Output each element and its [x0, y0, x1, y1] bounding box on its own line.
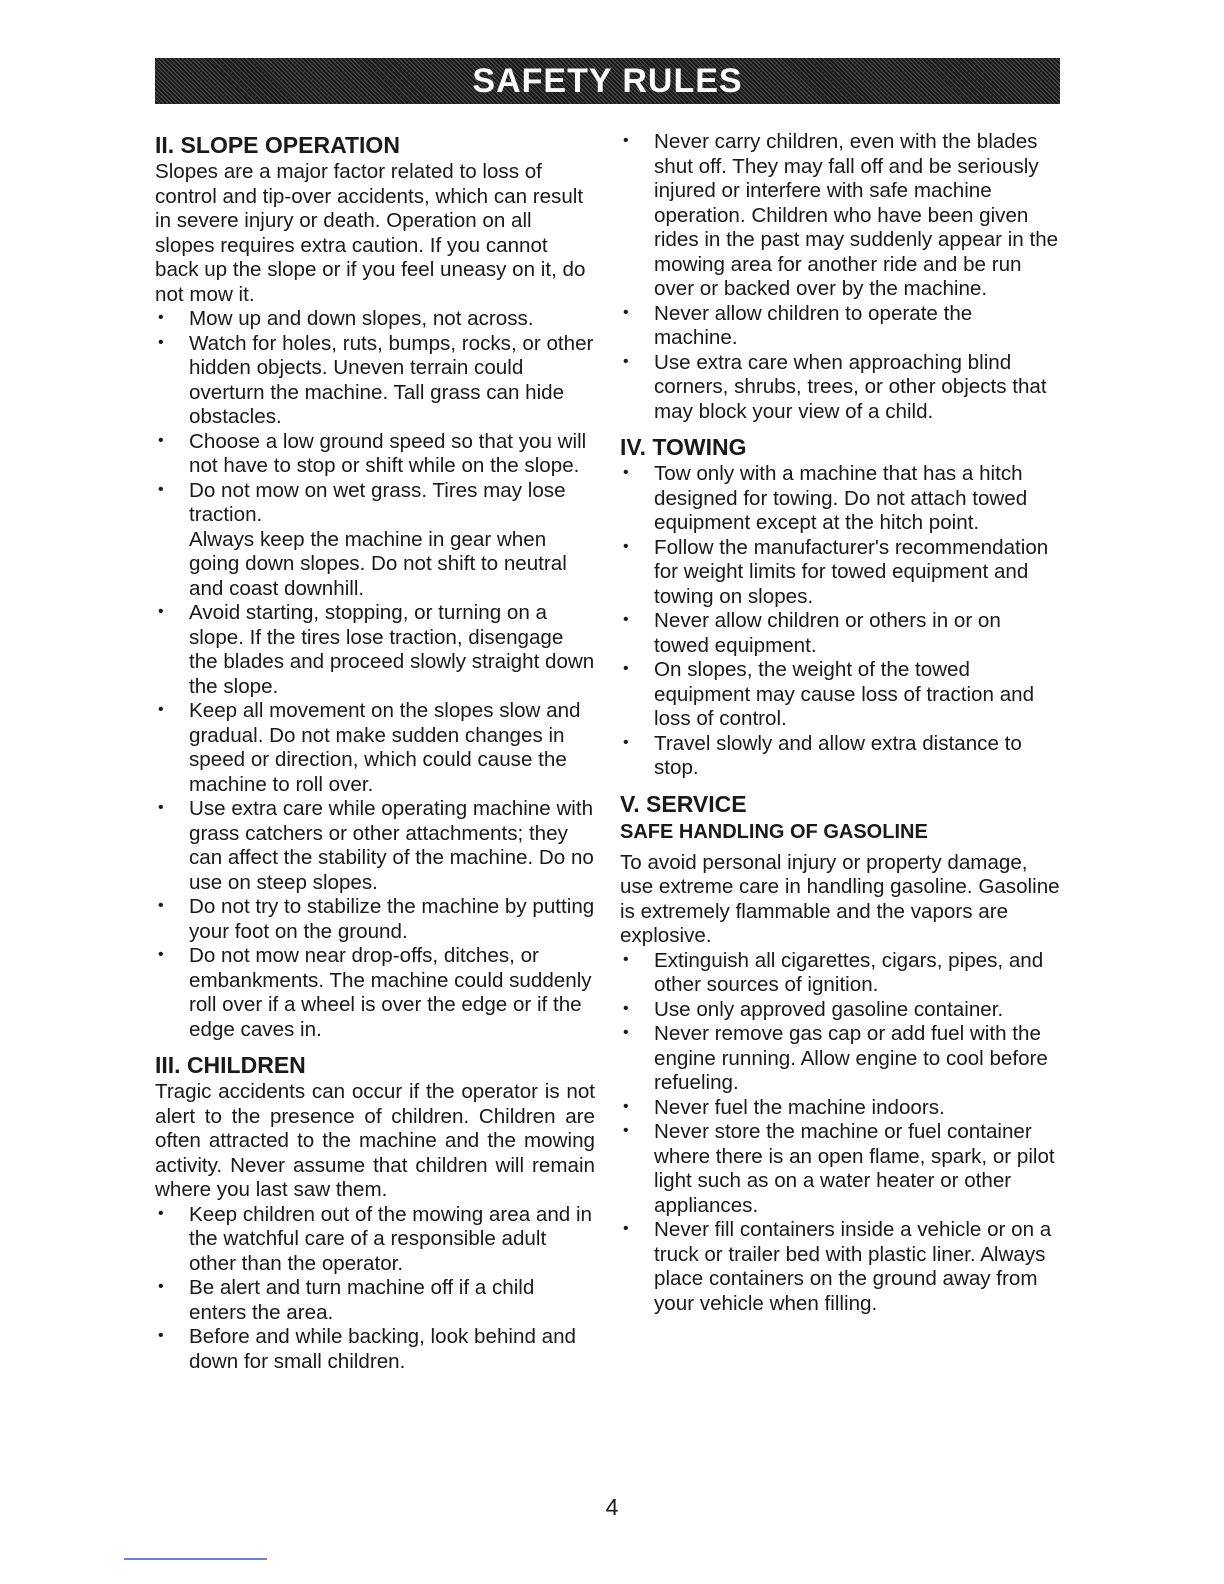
bullet-icon: • — [623, 303, 629, 321]
list-item: • Do not mow on wet grass. Tires may lose traction. — [158, 478, 566, 526]
bullet-icon: • — [623, 132, 629, 149]
bullet-icon: • — [158, 431, 164, 449]
bullet-icon: • — [623, 950, 629, 968]
list-item: • Never remove gas cap or add fuel with the engine running. Allow engine to cool before refueling. — [623, 1022, 1048, 1094]
list-item: • Avoid starting, stopping, or turning on a slope. If the tires lose traction, disengage the blades and proceed slowly straight down the slope. — [158, 601, 595, 698]
list-item: • Extinguish all cigarettes, cigars, pipes, and other sources of ignition. — [623, 948, 1044, 996]
bullet-icon: • — [623, 999, 629, 1017]
list-item: • Never fill containers inside a vehicle or on a truck or trailer bed with plastic liner. Always place containers on the ground away from your vehicle when filling. — [623, 1218, 1052, 1315]
bullet-icon: • — [623, 1024, 629, 1041]
children-intro: Tragic accidents can occur if the operator is not alert to the presence of children. Children are often attracted to the machine and the mowing activity. Never assume that children will remain where you last saw them. — [155, 1080, 595, 1201]
header-banner — [155, 58, 1060, 104]
bullet-icon: • — [158, 333, 164, 351]
service-intro: To avoid personal injury or property damage, use extreme care in handling gasoline. Gasoline is extremely flammable and the vapors are explosive. — [620, 850, 1060, 947]
slope-list-continued — [155, 601, 595, 1042]
bullet-icon: • — [623, 464, 629, 481]
bullet-icon: • — [158, 480, 164, 498]
bullet-icon: • — [158, 603, 164, 620]
right-column — [620, 130, 1060, 1316]
list-item: • Mow up and down slopes, not across. — [158, 307, 534, 330]
gasoline-subheading: SAFE HANDLING OF GASOLINE — [620, 820, 928, 843]
list-item: • Never store the machine or fuel container where there is an open flame, spark, or pilot light such as on a water heater or other appliances. — [623, 1120, 1055, 1217]
left-column — [155, 130, 595, 1374]
list-item: • Travel slowly and allow extra distance to stop. — [623, 731, 1022, 779]
list-item: • Never carry children, even with the blades shut off. They may fall off and be seriously injured or interfere with safe machine operation. Children who have been given rides in the past may suddenly appear in the mowing area for another ride and be run over or backed over by the machine. — [623, 130, 1059, 300]
bullet-icon: • — [158, 897, 164, 914]
service-list — [620, 949, 1060, 1317]
bullet-icon: • — [623, 611, 629, 628]
divider — [124, 1558, 267, 1560]
slope-intro: Slopes are a major factor related to loss of control and tip-over accidents, which can result in severe injury or death. Operation on all slopes requires extra caution. If you cannot back up the slope or if you feel uneasy on it, do not mow it. — [155, 160, 586, 306]
list-item: • Be alert and turn machine off if a child enters the area. — [158, 1276, 535, 1324]
list-item: • Never fuel the machine indoors. — [623, 1095, 945, 1119]
list-item: • Never allow children to operate the machine. — [623, 301, 973, 349]
list-item: • Tow only with a machine that has a hitch designed for towing. Do not attach towed equipment except at the hitch point. — [623, 462, 1028, 534]
service-heading: V. SERVICE — [620, 790, 747, 817]
page-title: SAFETY RULES — [472, 62, 743, 100]
bullet-icon: • — [158, 1327, 164, 1344]
list-item: • Watch for holes, ruts, bumps, rocks, or other hidden objects. Uneven terrain could overturn the machine. Tall grass can hide obstacles. — [158, 331, 594, 428]
list-item: • Use only approved gasoline container. — [623, 997, 1004, 1021]
list-item: • Never allow children or others in or on towed equipment. — [623, 609, 1001, 657]
bullet-icon: • — [623, 1220, 629, 1237]
list-item: • On slopes, the weight of the towed equipment may cause loss of traction and loss of control. — [623, 658, 1035, 730]
bullet-icon: • — [158, 799, 164, 816]
children-list — [155, 1203, 595, 1375]
children-heading: III. CHILDREN — [155, 1052, 306, 1078]
bullet-icon: • — [158, 946, 164, 963]
list-item: • Use extra care while operating machine with grass catchers or other attachments; they can affect the stability of the machine. Do no use on steep slopes. — [158, 797, 594, 894]
list-item: • Choose a low ground speed so that you will not have to stop or shift while on the slope. — [158, 429, 587, 477]
list-item: • Keep children out of the mowing area and in the watchful care of a responsible adult other than the operator. — [158, 1202, 592, 1275]
bullet-icon: • — [158, 701, 164, 718]
list-item: • Do not mow near drop-offs, ditches, or embankments. The machine could suddenly roll over if a wheel is over the edge or if the edge caves in. — [158, 944, 592, 1041]
children-list-continued — [620, 130, 1060, 424]
slope-list — [155, 307, 595, 528]
list-item: • Keep all movement on the slopes slow and gradual. Do not make sudden changes in speed or direction, which could cause the machine to roll over. — [158, 699, 581, 796]
list-item: • Do not try to stabilize the machine by putting your foot on the ground. — [158, 895, 595, 943]
bullet-icon: • — [623, 733, 629, 751]
bullet-icon: • — [158, 309, 164, 326]
towing-list — [620, 462, 1060, 781]
list-item: • Follow the manufacturer's recommendation for weight limits for towed equipment and towing on slopes. — [623, 535, 1049, 608]
slope-note: Always keep the machine in gear when going down slopes. Do not shift to neutral and coast downhill. — [189, 527, 567, 600]
slope-heading: II. SLOPE OPERATION — [155, 132, 400, 158]
towing-heading: IV. TOWING — [620, 434, 747, 460]
list-item: • Before and while backing, look behind and down for small children. — [158, 1325, 576, 1373]
bullet-icon: • — [623, 1097, 629, 1115]
page-number: 4 — [605, 1494, 619, 1520]
bullet-icon: • — [158, 1204, 164, 1222]
list-item: • Use extra care when approaching blind corners, shrubs, trees, or other objects that may block your view of a child. — [623, 350, 1047, 423]
bullet-icon: • — [623, 660, 629, 677]
bullet-icon: • — [623, 352, 629, 370]
bullet-icon: • — [623, 1122, 629, 1139]
bullet-icon: • — [158, 1278, 164, 1295]
bullet-icon: • — [623, 537, 629, 555]
